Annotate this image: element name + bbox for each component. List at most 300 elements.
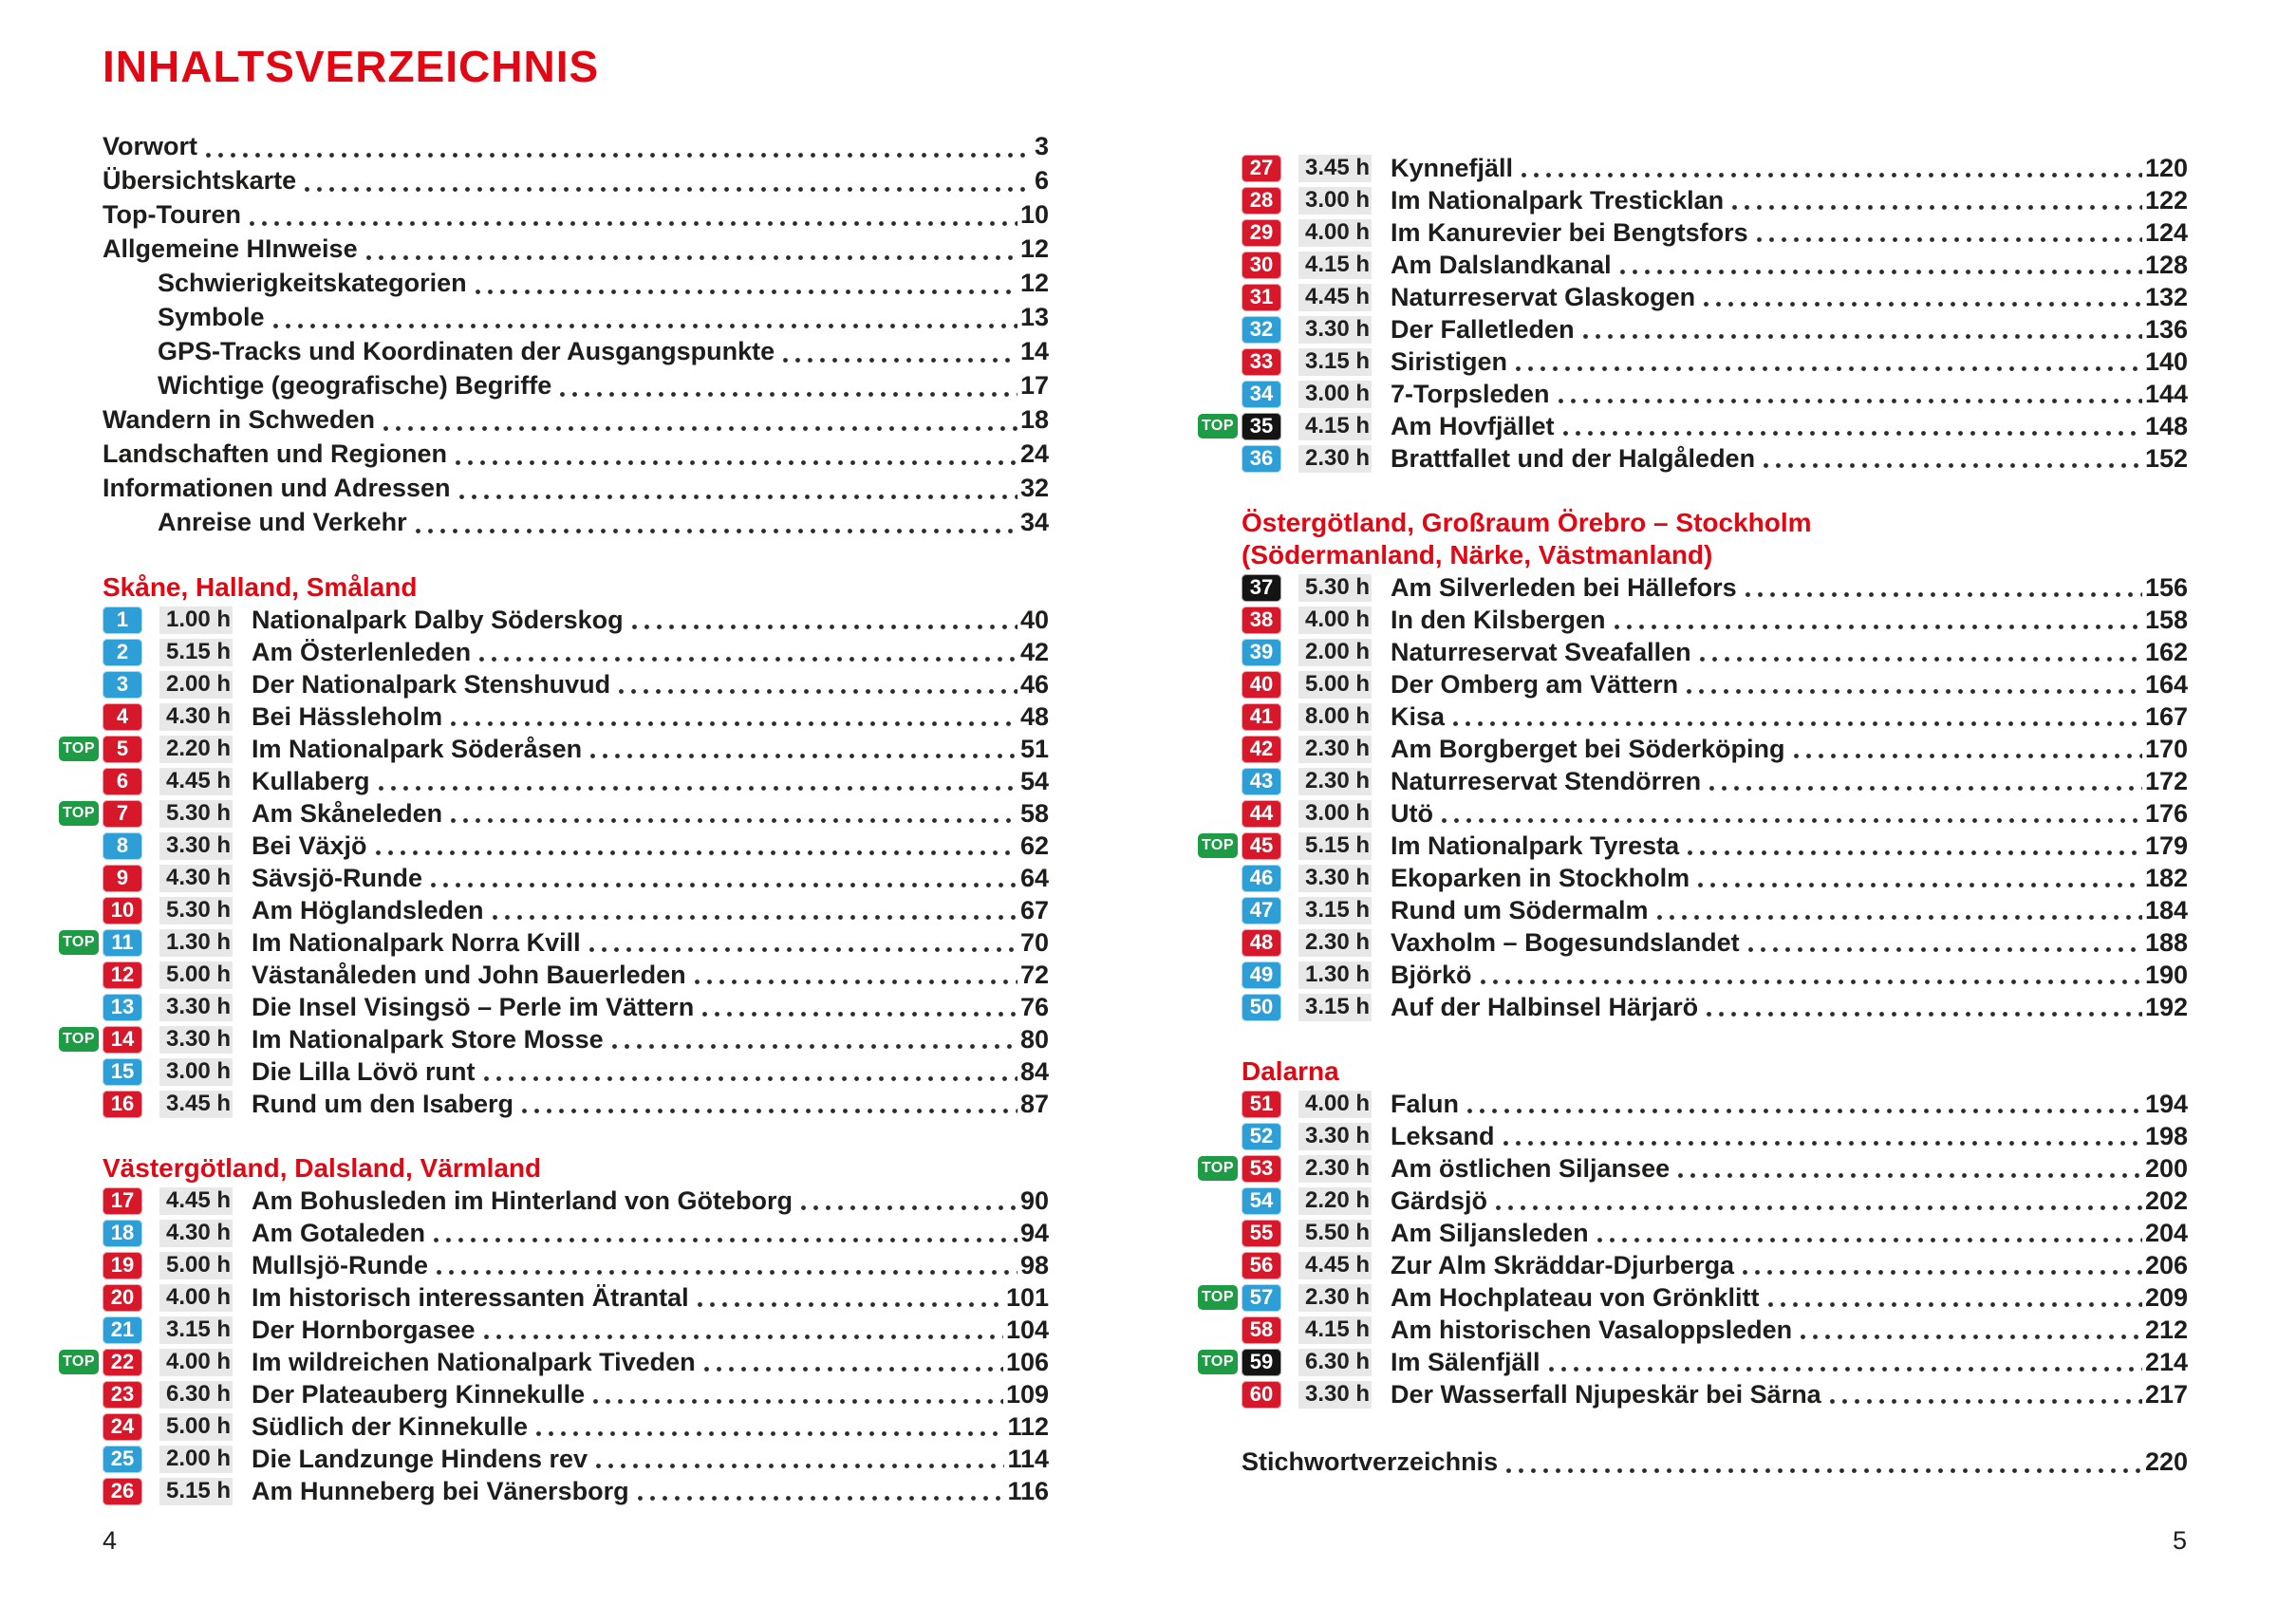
duration-chip: 6.30 h	[159, 1381, 233, 1409]
tour-row	[1198, 152, 2188, 184]
top-badge: TOP	[1198, 833, 1238, 858]
tour-number-badge: 16	[103, 1091, 142, 1118]
top-badge: TOP	[59, 930, 99, 955]
dotted-leader	[479, 638, 1018, 667]
dotted-leader	[416, 505, 1018, 539]
dotted-leader	[702, 993, 1018, 1022]
duration-chip: 2.30 h	[1298, 1155, 1372, 1183]
entry-line	[1391, 767, 2188, 796]
entry-page-number: 42	[1019, 637, 1049, 666]
tour-row	[59, 733, 1049, 765]
entry-label: Im Nationalpark Söderåsen	[252, 734, 583, 763]
duration-chip: 3.00 h	[1298, 800, 1372, 828]
entry-page-number: 18	[1019, 404, 1049, 434]
tour-row	[59, 1055, 1049, 1088]
tour-row	[59, 959, 1049, 991]
duration-chip: 4.00 h	[159, 1284, 233, 1312]
duration-chip: 5.30 h	[1298, 574, 1372, 602]
entry-page-number: 136	[2144, 314, 2188, 344]
tour-number-badge: 28	[1242, 187, 1281, 215]
entry-line	[252, 1057, 1049, 1087]
tour-section	[59, 571, 1049, 1120]
entry-page-number: 179	[2144, 831, 2188, 860]
entry-line	[252, 1348, 1049, 1377]
entry-line	[1391, 1090, 2188, 1119]
top-badge-slot	[59, 801, 103, 826]
tour-number-badge: 2	[103, 639, 142, 666]
entry-label: Am Höglandsleden	[252, 895, 484, 924]
duration-chip: 3.30 h	[159, 1026, 233, 1054]
entry-page-number: 217	[2144, 1379, 2188, 1409]
entry-page-number: 6	[1034, 165, 1049, 195]
entry-label: Symbole	[158, 302, 265, 331]
tour-number-badge: 8	[103, 832, 142, 860]
entry-page-number: 212	[2144, 1315, 2188, 1344]
tour-section	[1198, 1055, 2188, 1410]
duration-chip: 2.00 h	[159, 1446, 233, 1473]
dotted-leader	[1746, 573, 2142, 603]
entry-label: Im historisch interessanten Ätrantal	[252, 1282, 689, 1312]
entry-label: Am Hovfjället	[1391, 411, 1555, 440]
dotted-leader	[589, 928, 1018, 958]
tour-number-badge: 56	[1242, 1252, 1281, 1279]
tour-row	[59, 1410, 1049, 1443]
tour-row	[59, 862, 1049, 894]
entry-line	[252, 1477, 1049, 1506]
duration-chip: 5.00 h	[1298, 671, 1372, 699]
tour-row	[1198, 1152, 2188, 1185]
tour-number-badge: 58	[1242, 1316, 1281, 1344]
page-left	[59, 42, 1049, 1507]
entry-label: Im Nationalpark Store Mosse	[252, 1024, 604, 1054]
tour-section	[1198, 507, 2188, 1023]
tour-number-badge: 57	[1242, 1284, 1281, 1312]
entry-label: Im Nationalpark Tresticklan	[1391, 185, 1725, 215]
entry-line	[252, 606, 1049, 635]
entry-line	[252, 1090, 1049, 1119]
entry-label: Naturreservat Stendörren	[1391, 766, 1702, 795]
tour-row	[59, 668, 1049, 700]
entry-line	[1391, 1316, 2188, 1345]
entry-label: Leksand	[1391, 1121, 1495, 1150]
entry-page-number: 104	[1005, 1315, 1049, 1344]
duration-chip: 4.00 h	[1298, 219, 1372, 247]
duration-chip: 5.30 h	[159, 800, 233, 828]
dotted-leader	[1442, 799, 2142, 829]
entry-line	[1391, 638, 2188, 667]
entry-label: Sävsjö-Runde	[252, 863, 423, 892]
tour-number-badge: 47	[1242, 897, 1281, 924]
duration-chip: 4.00 h	[159, 1349, 233, 1376]
tour-row	[1198, 959, 2188, 991]
dotted-leader	[1583, 315, 2142, 345]
tour-number-badge: 41	[1242, 703, 1281, 731]
entry-page-number: 182	[2144, 863, 2188, 892]
entry-page-number: 167	[2144, 701, 2188, 731]
tour-number-badge: 37	[1242, 574, 1281, 602]
dotted-leader	[783, 334, 1018, 368]
tour-row	[59, 1249, 1049, 1281]
tour-row	[59, 797, 1049, 830]
tour-row	[1198, 733, 2188, 765]
duration-chip: 3.30 h	[1298, 316, 1372, 344]
entry-line	[252, 1186, 1049, 1216]
entry-label: Im wildreichen Nationalpark Tiveden	[252, 1347, 696, 1376]
dotted-leader	[1503, 1122, 2142, 1151]
section-heading-line: (Södermanland, Närke, Västmanland)	[1242, 540, 1713, 569]
entry-line	[252, 1445, 1049, 1474]
dotted-leader	[1453, 702, 2142, 732]
entry-line	[1391, 1283, 2188, 1313]
entry-line	[1391, 702, 2188, 732]
tour-number-badge: 52	[1242, 1123, 1281, 1150]
entry-label: Vaxholm – Bogesundslandet	[1391, 927, 1740, 957]
duration-chip: 2.00 h	[159, 671, 233, 699]
section-heading	[59, 1152, 1049, 1185]
tour-row	[59, 700, 1049, 733]
entry-line	[1391, 1251, 2188, 1280]
tour-row	[1198, 668, 2188, 700]
entry-page-number: 170	[2144, 734, 2188, 763]
tour-row	[1198, 797, 2188, 830]
duration-chip: 1.30 h	[159, 929, 233, 957]
entry-label: Björkö	[1391, 960, 1472, 989]
dotted-leader	[1707, 993, 2142, 1022]
dotted-leader	[451, 702, 1018, 732]
front-matter-row	[59, 163, 1049, 197]
dotted-leader	[484, 1316, 1003, 1345]
entry-label: Am Hunneberg bei Vänersborg	[252, 1476, 629, 1505]
dotted-leader	[593, 1380, 1003, 1409]
dotted-leader	[590, 735, 1018, 764]
entry-page-number: 94	[1019, 1218, 1049, 1247]
entry-label: Am Bohusleden im Hinterland von Göteborg	[252, 1185, 794, 1215]
dotted-leader	[695, 961, 1018, 990]
entry-line	[1391, 154, 2188, 183]
tour-row	[1198, 765, 2188, 797]
duration-chip: 3.15 h	[1298, 994, 1372, 1021]
tour-number-badge: 36	[1242, 445, 1281, 473]
tour-row	[59, 1217, 1049, 1249]
entry-label: Am Österlenleden	[252, 637, 472, 666]
tour-number-badge: 11	[103, 929, 142, 957]
entry-label: GPS-Tracks und Koordinaten der Ausgangspunkte	[158, 336, 775, 365]
tour-row	[1198, 991, 2188, 1023]
tour-row	[1198, 636, 2188, 668]
entry-page-number: 164	[2144, 669, 2188, 699]
tour-number-badge: 45	[1242, 832, 1281, 860]
tour-row	[59, 830, 1049, 862]
tour-row	[59, 1023, 1049, 1055]
entry-line	[1391, 218, 2188, 248]
entry-label: Am Hochplateau von Grönklitt	[1391, 1282, 1760, 1312]
dotted-leader	[536, 1412, 1004, 1442]
tour-number-badge: 48	[1242, 929, 1281, 957]
duration-chip: 3.30 h	[159, 994, 233, 1021]
folio-left: 4	[103, 1526, 118, 1555]
section-heading-line: Västergötland, Dalsland, Värmland	[103, 1153, 542, 1183]
entry-page-number: 98	[1019, 1250, 1049, 1279]
top-badge: TOP	[1198, 1285, 1238, 1310]
duration-chip: 5.50 h	[1298, 1220, 1372, 1247]
front-matter-row	[59, 368, 1049, 402]
entry-page-number: 13	[1019, 302, 1049, 331]
section-heading-line: Östergötland, Großraum Örebro – Stockholm	[1242, 508, 1812, 537]
tour-number-badge: 55	[1242, 1220, 1281, 1247]
entry-line	[1391, 993, 2188, 1022]
tour-number-badge: 35	[1242, 413, 1281, 440]
duration-chip: 4.00 h	[1298, 607, 1372, 634]
tour-number-badge: 38	[1242, 607, 1281, 634]
duration-chip: 5.15 h	[1298, 832, 1372, 860]
entry-page-number: 70	[1019, 927, 1049, 957]
entry-label: Südlich der Kinnekulle	[252, 1411, 529, 1441]
entry-line	[1391, 380, 2188, 409]
front-matter-row	[59, 437, 1049, 471]
dotted-leader	[476, 266, 1018, 300]
dotted-leader	[456, 437, 1018, 471]
front-matter-row	[1198, 1445, 2188, 1479]
entry-label: Kynnefjäll	[1391, 153, 1514, 182]
entry-page-number: 144	[2144, 379, 2188, 408]
top-badge: TOP	[1198, 414, 1238, 439]
tour-number-badge: 13	[103, 994, 142, 1021]
tour-row	[1198, 184, 2188, 216]
duration-chip: 3.00 h	[1298, 381, 1372, 408]
tour-number-badge: 27	[1242, 155, 1281, 182]
page-right	[1198, 152, 2188, 1479]
entry-page-number: 209	[2144, 1282, 2188, 1312]
entry-line	[1391, 347, 2188, 377]
section-heading-line: Dalarna	[1242, 1056, 1339, 1086]
tour-number-badge: 10	[103, 897, 142, 924]
tour-number-badge: 24	[103, 1413, 142, 1441]
entry-page-number: 34	[1019, 507, 1049, 536]
entry-line	[252, 799, 1049, 829]
entry-label: Gärdsjö	[1391, 1185, 1488, 1215]
dotted-leader	[638, 1477, 1005, 1506]
dotted-leader	[1764, 444, 2142, 474]
tour-row	[1198, 378, 2188, 410]
entry-page-number: 172	[2144, 766, 2188, 795]
tour-number-badge: 23	[103, 1381, 142, 1409]
entry-label: Bei Växjö	[252, 831, 367, 860]
entry-line	[252, 735, 1049, 764]
duration-chip: 2.30 h	[1298, 929, 1372, 957]
tour-row	[1198, 1346, 2188, 1378]
dotted-leader	[704, 1348, 1003, 1377]
dotted-leader	[1743, 1251, 2142, 1280]
tour-row	[59, 894, 1049, 926]
entry-label: Bei Hässleholm	[252, 701, 443, 731]
entry-page-number: 32	[1019, 473, 1049, 502]
duration-chip: 1.30 h	[1298, 961, 1372, 989]
dotted-leader	[1757, 218, 2142, 248]
entry-label: Der Hornborgasee	[252, 1315, 476, 1344]
entry-label: Kullaberg	[252, 766, 370, 795]
tour-row	[59, 604, 1049, 636]
duration-chip: 3.15 h	[159, 1316, 233, 1344]
duration-chip: 5.15 h	[159, 639, 233, 666]
entry-line	[1391, 1380, 2188, 1409]
entry-page-number: 200	[2144, 1153, 2188, 1183]
tour-row	[59, 1443, 1049, 1475]
entry-label: Rund um den Isaberg	[252, 1089, 514, 1118]
entry-label: In den Kilsbergen	[1391, 605, 1606, 634]
duration-chip: 4.45 h	[1298, 284, 1372, 311]
dotted-leader	[434, 1219, 1018, 1248]
tour-row	[1198, 1378, 2188, 1410]
entry-page-number: 188	[2144, 927, 2188, 957]
entry-page-number: 109	[1005, 1379, 1049, 1409]
tour-number-badge: 59	[1242, 1349, 1281, 1376]
entry-page-number: 220	[2144, 1447, 2188, 1476]
tour-row	[59, 1185, 1049, 1217]
dotted-leader	[1597, 1219, 2142, 1248]
entry-label: Der Omberg am Vättern	[1391, 669, 1679, 699]
dotted-leader	[1657, 896, 2142, 925]
entry-label: Im Nationalpark Tyresta	[1391, 831, 1680, 860]
entry-page-number: 46	[1019, 669, 1049, 699]
duration-chip: 5.00 h	[159, 961, 233, 989]
tour-number-badge: 50	[1242, 994, 1281, 1021]
tour-number-badge: 1	[103, 607, 142, 634]
front-matter-row	[59, 129, 1049, 163]
tour-number-badge: 42	[1242, 736, 1281, 763]
entry-label: Übersichtskarte	[103, 165, 297, 195]
section-heading	[59, 571, 1049, 604]
dotted-leader	[379, 767, 1018, 796]
front-matter-row	[59, 197, 1049, 232]
tour-number-badge: 32	[1242, 316, 1281, 344]
entry-label: Der Wasserfall Njupeskär bei Särna	[1391, 1379, 1821, 1409]
front-matter-list	[59, 129, 1049, 539]
duration-chip: 4.30 h	[159, 865, 233, 892]
duration-chip: 4.45 h	[159, 768, 233, 795]
entry-page-number: 214	[2144, 1347, 2188, 1376]
entry-line	[1391, 1186, 2188, 1216]
entry-page-number: 51	[1019, 734, 1049, 763]
duration-chip: 5.00 h	[159, 1252, 233, 1279]
tour-row	[59, 636, 1049, 668]
duration-chip: 2.30 h	[1298, 1284, 1372, 1312]
duration-chip: 3.30 h	[159, 832, 233, 860]
duration-chip: 1.00 h	[159, 607, 233, 634]
tour-number-badge: 4	[103, 703, 142, 731]
entry-page-number: 198	[2144, 1121, 2188, 1150]
entry-page-number: 10	[1019, 199, 1049, 229]
entry-line	[1391, 444, 2188, 474]
entry-label: Schwierigkeitskategorien	[158, 268, 467, 297]
entry-page-number: 176	[2144, 798, 2188, 828]
tour-row	[59, 1314, 1049, 1346]
dotted-leader	[1700, 638, 2142, 667]
tour-section	[59, 1152, 1049, 1507]
duration-chip: 8.00 h	[1298, 703, 1372, 731]
entry-label: Wichtige (geografische) Begriffe	[158, 370, 552, 400]
tour-number-badge: 3	[103, 671, 142, 699]
tour-row	[1198, 410, 2188, 442]
tour-row	[1198, 216, 2188, 249]
tour-number-badge: 44	[1242, 800, 1281, 828]
entry-line	[252, 993, 1049, 1022]
entry-page-number: 90	[1019, 1185, 1049, 1215]
tour-number-badge: 12	[103, 961, 142, 989]
dotted-leader	[619, 670, 1018, 700]
dotted-leader	[206, 129, 1032, 163]
entry-line	[1391, 283, 2188, 312]
entry-label: Siristigen	[1391, 346, 1508, 376]
entry-page-number: 72	[1019, 960, 1049, 989]
section-heading	[1198, 1055, 2188, 1088]
dotted-leader	[1794, 735, 2142, 764]
tour-number-badge: 39	[1242, 639, 1281, 666]
front-matter-row	[59, 266, 1049, 300]
tour-number-badge: 9	[103, 865, 142, 892]
tour-number-badge: 19	[103, 1252, 142, 1279]
entry-label: 7-Torpsleden	[1391, 379, 1550, 408]
entry-page-number: 116	[1007, 1476, 1049, 1505]
front-matter-row	[59, 300, 1049, 334]
tour-row	[1198, 1249, 2188, 1281]
entry-line	[252, 1219, 1049, 1248]
tour-row	[1198, 442, 2188, 475]
entry-line	[252, 831, 1049, 861]
entry-line	[1391, 1219, 2188, 1248]
top-badge: TOP	[1198, 1350, 1238, 1374]
dotted-leader	[383, 402, 1018, 437]
tour-row	[1198, 894, 2188, 926]
entry-label: Die Lilla Lövö runt	[252, 1056, 476, 1086]
entry-label: Stichwortverzeichnis	[1242, 1447, 1499, 1476]
entry-page-number: 3	[1034, 131, 1049, 160]
entry-label: Naturreservat Glaskogen	[1391, 282, 1696, 311]
dotted-leader	[1732, 186, 2142, 215]
entry-label: Am Skåneleden	[252, 798, 443, 828]
front-matter-row	[59, 505, 1049, 539]
entry-page-number: 204	[2144, 1218, 2188, 1247]
tour-number-badge: 46	[1242, 865, 1281, 892]
entry-page-number: 87	[1019, 1089, 1049, 1118]
top-badge: TOP	[1198, 1156, 1238, 1181]
duration-chip: 4.45 h	[1298, 1252, 1372, 1279]
entry-line	[252, 638, 1049, 667]
tour-row	[59, 1346, 1049, 1378]
entry-page-number: 101	[1005, 1282, 1049, 1312]
entry-label: Die Landzunge Hindens rev	[252, 1444, 588, 1473]
front-matter-row	[59, 334, 1049, 368]
dotted-leader	[1801, 1316, 2142, 1345]
tour-number-badge: 5	[103, 736, 142, 763]
entry-line	[252, 702, 1049, 732]
entry-page-number: 112	[1007, 1411, 1049, 1441]
entry-line	[252, 1025, 1049, 1055]
entry-label: Mullsjö-Runde	[252, 1250, 428, 1279]
duration-chip: 3.45 h	[1298, 155, 1372, 182]
dotted-leader	[612, 1025, 1018, 1055]
entry-label: Die Insel Visingsö – Perle im Vättern	[252, 992, 695, 1021]
dotted-leader	[698, 1283, 1003, 1313]
entry-line	[252, 928, 1049, 958]
dotted-leader	[1678, 1154, 2142, 1184]
tour-row	[1198, 1217, 2188, 1249]
entry-label: Der Plateauberg Kinnekulle	[252, 1379, 586, 1409]
entry-label: Allgemeine HInweise	[103, 233, 358, 263]
entry-page-number: 64	[1019, 863, 1049, 892]
entry-page-number: 12	[1019, 233, 1049, 263]
entry-label: Im Sälenfjäll	[1391, 1347, 1540, 1376]
tour-number-badge: 60	[1242, 1381, 1281, 1409]
